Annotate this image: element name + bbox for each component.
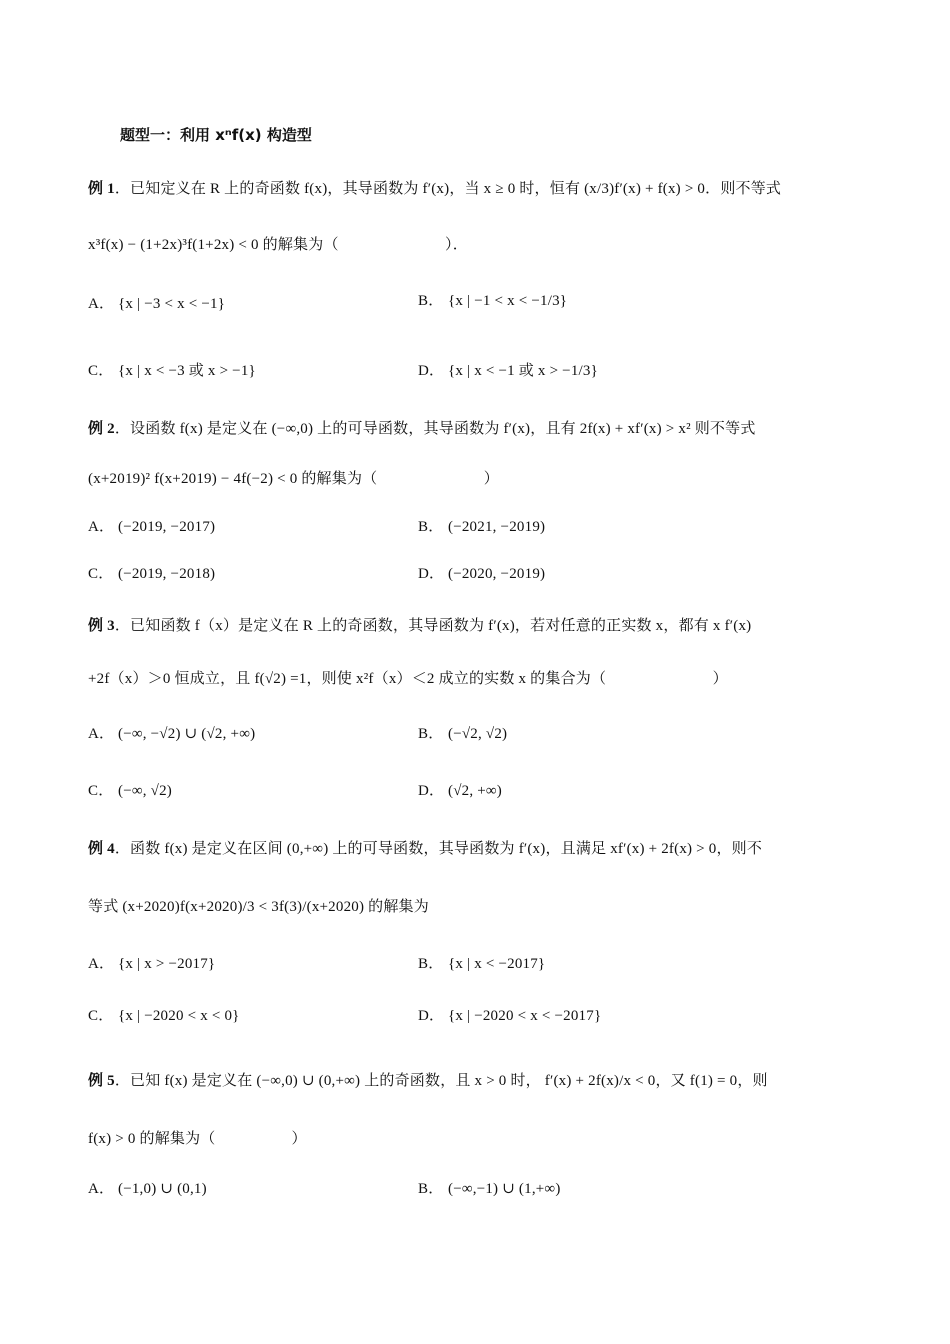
option-key: D． <box>418 783 445 799</box>
example-5-label: 例 5 <box>88 1073 115 1089</box>
example-4-option-a <box>88 955 215 973</box>
option-key: C． <box>88 363 114 379</box>
option-key: A． <box>88 1181 115 1197</box>
example-5-text-2: f(x) > 0 的解集为（ ） <box>88 1131 307 1147</box>
option-key: B． <box>418 956 444 972</box>
example-1-option-d <box>418 362 598 380</box>
example-3-text-1: ．已知函数 f（x）是定义在 R 上的奇函数，其导函数为 f′(x)，若对任意的正实数 x，都有 x f′(x) <box>114 618 752 634</box>
example-3-option-c <box>88 782 172 800</box>
example-4-text-2: 等式 (x+2020)f(x+2020)/3 < 3f(3)/(x+2020) 的解集为 <box>88 899 429 915</box>
option-text: (−2021, −2019) <box>448 519 546 535</box>
option-text: (−2019, −2017) <box>118 519 216 535</box>
option-text: (−2019, −2018) <box>118 566 216 582</box>
example-2-option-c <box>88 565 215 583</box>
example-1-option-c <box>88 362 256 380</box>
example-5-line-2 <box>88 1130 307 1148</box>
option-key: D． <box>418 363 445 379</box>
example-1-option-a <box>88 295 225 313</box>
option-key: B． <box>418 726 444 742</box>
example-4-option-d <box>418 1007 601 1025</box>
option-key: D． <box>418 566 445 582</box>
option-text: {x | −2020 < x < −2017} <box>448 1008 602 1024</box>
option-key: C． <box>88 783 114 799</box>
option-text: (−√2, √2) <box>448 726 508 742</box>
example-5-text-1: ．已知 f(x) 是定义在 (−∞,0) ∪ (0,+∞) 上的奇函数，且 x > 0 时， f′(x) + 2f(x)/x < 0，又 f(1) = 0，则 <box>114 1073 768 1089</box>
example-1-text-1: ．已知定义在 R 上的奇函数 f(x)，其导函数为 f′(x)，当 x ≥ 0 时，恒有 (x/3)f′(x) + f(x) > 0．则不等式 <box>114 181 782 197</box>
example-5-line-1 <box>88 1072 768 1090</box>
example-3-label: 例 3 <box>88 618 115 634</box>
example-1-line-1 <box>88 180 781 198</box>
example-3-line-2 <box>88 670 728 688</box>
option-key: D． <box>418 1008 445 1024</box>
option-key: A． <box>88 296 115 312</box>
example-2-text-1: ．设函数 f(x) 是定义在 (−∞,0) 上的可导函数，其导函数为 f′(x)，且有 2f(x) + xf′(x) > x² 则不等式 <box>114 421 756 437</box>
example-5-option-b <box>418 1180 561 1198</box>
option-key: B． <box>418 1181 444 1197</box>
example-2-option-a <box>88 518 215 536</box>
option-text: (√2, +∞) <box>448 783 502 799</box>
option-text: {x | −3 < x < −1} <box>118 296 226 312</box>
option-text: {x | −1 < x < −1/3} <box>448 293 568 309</box>
example-3-option-d <box>418 782 502 800</box>
option-key: A． <box>88 956 115 972</box>
example-4-label: 例 4 <box>88 841 115 857</box>
example-2-option-b <box>418 518 545 536</box>
option-text: (−∞, √2) <box>118 783 172 799</box>
example-2-label: 例 2 <box>88 421 115 437</box>
example-3-line-1 <box>88 617 751 635</box>
example-1-line-2 <box>88 236 468 254</box>
example-4-text-1: ．函数 f(x) 是定义在区间 (0,+∞) 上的可导函数，其导函数为 f′(x)，且满足 xf′(x) + 2f(x) > 0，则不 <box>114 841 763 857</box>
option-text: (−∞,−1) ∪ (1,+∞) <box>448 1181 561 1197</box>
option-key: C． <box>88 1008 114 1024</box>
example-5-option-a <box>88 1180 207 1198</box>
example-3-option-b <box>418 725 507 743</box>
option-key: A． <box>88 726 115 742</box>
example-1-option-b <box>418 292 567 310</box>
example-1-label: 例 1 <box>88 181 115 197</box>
example-2-text-2: (x+2019)² f(x+2019) − 4f(−2) < 0 的解集为（ ） <box>88 471 499 487</box>
example-1-text-2: x³f(x) − (1+2x)³f(1+2x) < 0 的解集为（ ）． <box>88 237 468 253</box>
option-text: {x | −2020 < x < 0} <box>118 1008 240 1024</box>
example-2-line-1 <box>88 420 756 438</box>
example-3-text-2: +2f（x）＞0 恒成立，且 f(√2) =1，则使 x²f（x）＜2 成立的实数 x 的集合为（ ） <box>88 671 728 687</box>
option-key: B． <box>418 519 444 535</box>
section-title <box>120 126 312 144</box>
option-text: {x | x < −2017} <box>448 956 546 972</box>
example-4-option-c <box>88 1007 240 1025</box>
option-text: (−∞, −√2) ∪ (√2, +∞) <box>118 726 256 742</box>
section-title-text: 题型一：利用 xⁿf(x) 构造型 <box>120 126 312 144</box>
example-3-option-a <box>88 725 255 743</box>
example-4-line-1 <box>88 840 762 858</box>
option-text: (−2020, −2019) <box>448 566 546 582</box>
option-text: {x | x < −1 或 x > −1/3} <box>448 363 599 379</box>
example-4-line-2 <box>88 898 429 916</box>
option-key: A． <box>88 519 115 535</box>
example-2-option-d <box>418 565 545 583</box>
option-text: {x | x < −3 或 x > −1} <box>118 363 256 379</box>
example-2-line-2 <box>88 470 499 488</box>
option-key: B． <box>418 293 444 309</box>
option-key: C． <box>88 566 114 582</box>
example-4-option-b <box>418 955 545 973</box>
option-text: (−1,0) ∪ (0,1) <box>118 1181 207 1197</box>
option-text: {x | x > −2017} <box>118 956 216 972</box>
